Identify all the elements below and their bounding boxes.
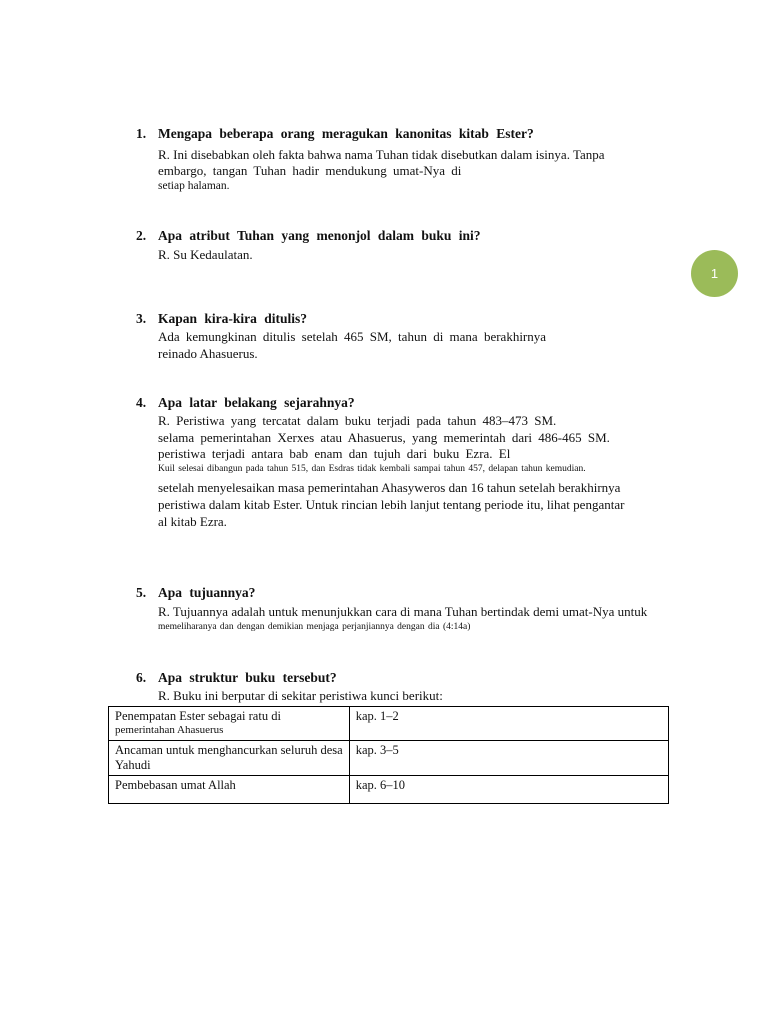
event-line-1: Penempatan Ester sebagai ratu di	[115, 709, 281, 723]
question-number: 6.	[136, 670, 147, 685]
answer-4-line-7: al kitab Ezra.	[158, 514, 227, 529]
event-line-2: Yahudi	[115, 758, 151, 772]
event-cell	[109, 776, 350, 804]
question-number: 3.	[136, 311, 147, 326]
table-row	[109, 741, 669, 776]
question-4-heading	[136, 395, 355, 411]
question-number: 4.	[136, 395, 147, 410]
answer-6-line-1: R. Buku ini berputar di sekitar peristiwa kunci berikut:	[158, 688, 443, 703]
event-line-1: Ancaman untuk menghancurkan seluruh desa	[115, 743, 343, 757]
event-line-1: Pembebasan umat Allah	[115, 778, 236, 792]
table-row	[109, 776, 669, 804]
question-text: Apa tujuannya?	[158, 585, 256, 600]
question-number: 1.	[136, 126, 147, 141]
question-text: Mengapa beberapa orang meragukan kanonitas kitab Ester?	[158, 126, 534, 141]
answer-1-line-2: embargo, tangan Tuhan hadir mendukung umat-Nya di	[158, 163, 462, 178]
event-cell	[109, 707, 350, 741]
answer-2-line-1: R. Su Kedaulatan.	[158, 247, 253, 262]
answer-1-line-3: setiap halaman.	[158, 180, 230, 192]
question-number: 2.	[136, 228, 147, 243]
event-cell	[109, 741, 350, 776]
answer-3-line-1: Ada kemungkinan ditulis setelah 465 SM, tahun di mana berakhirnya	[158, 329, 547, 344]
question-6-heading	[136, 670, 337, 686]
question-2-heading	[136, 228, 480, 244]
answer-4-line-5: setelah menyelesaikan masa pemerintahan Ahasyweros dan 16 tahun setelah berakhirnya	[158, 480, 621, 495]
answer-1-line-1: R. Ini disebabkan oleh fakta bahwa nama Tuhan tidak disebutkan dalam isinya. Tanpa	[158, 147, 605, 162]
question-text: Apa latar belakang sejarahnya?	[158, 395, 355, 410]
question-text: Kapan kira-kira ditulis?	[158, 311, 308, 326]
question-5-heading	[136, 585, 255, 601]
structure-table	[108, 706, 669, 804]
page-number-badge: 1	[691, 250, 738, 297]
chapter-cell: kap. 1–2	[349, 707, 668, 741]
question-1-heading	[136, 126, 534, 142]
answer-5-line-2: memeliharanya dan dengan demikian menjaga perjanjiannya dengan dia (4:14a)	[158, 622, 471, 632]
table-row	[109, 707, 669, 741]
answer-4-line-1: R. Peristiwa yang tercatat dalam buku terjadi pada tahun 483–473 SM.	[158, 413, 557, 428]
answer-4-line-2: selama pemerintahan Xerxes atau Ahasuerus, yang memerintah dari 486-465 SM.	[158, 430, 610, 445]
answer-4-line-3: peristiwa terjadi antara bab enam dan tujuh dari buku Ezra. El	[158, 446, 511, 461]
answer-4-line-4: Kuil selesai dibangun pada tahun 515, dan Esdras tidak kembali sampai tahun 457, delapan tahun kemudian.	[158, 464, 586, 474]
question-number: 5.	[136, 585, 147, 600]
question-text: Apa atribut Tuhan yang menonjol dalam buku ini?	[158, 228, 481, 243]
answer-4-line-6: peristiwa dalam kitab Ester. Untuk rincian lebih lanjut tentang periode itu, lihat pengantar	[158, 497, 625, 512]
chapter-cell: kap. 6–10	[349, 776, 668, 804]
chapter-cell: kap. 3–5	[349, 741, 668, 776]
question-text: Apa struktur buku tersebut?	[158, 670, 337, 685]
answer-5-line-1: R. Tujuannya adalah untuk menunjukkan cara di mana Tuhan bertindak demi umat-Nya untuk	[158, 604, 648, 619]
answer-3-line-2: reinado Ahasuerus.	[158, 346, 258, 361]
event-line-2: pemerintahan Ahasuerus	[115, 724, 224, 736]
question-3-heading	[136, 311, 307, 327]
